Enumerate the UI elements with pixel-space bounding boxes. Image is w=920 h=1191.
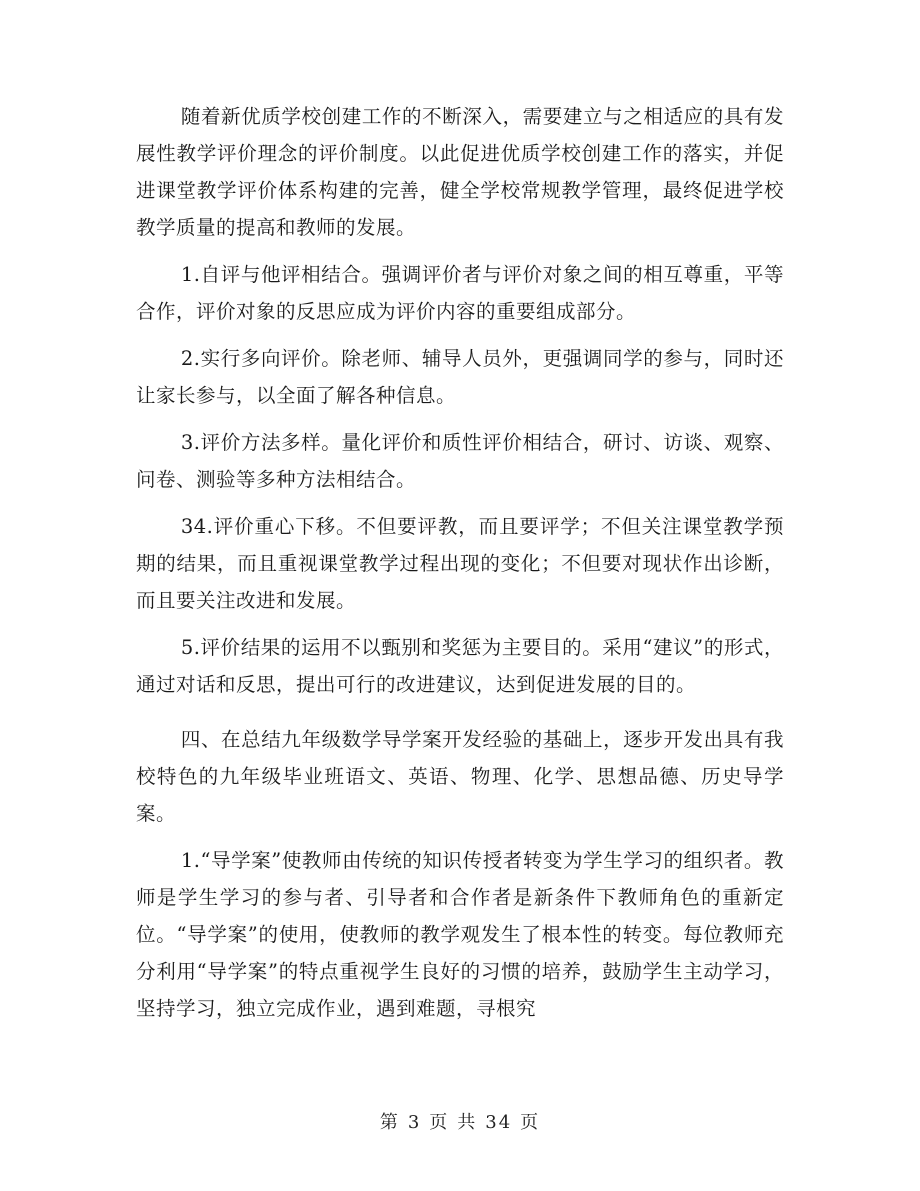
footer-total-pages: 34 xyxy=(485,1112,513,1133)
page-footer xyxy=(0,1108,920,1134)
footer-page-label: 页 xyxy=(429,1112,450,1133)
document-body xyxy=(136,98,784,1037)
paragraph-intro: 随着新优质学校创建工作的不断深入，需要建立与之相适应的具有发展性教学评价理念的评价制度。以此促进优质学校创建工作的落实，并促进课堂教学评价体系构建的完善，健全学校常规教学管理，最终促进学校教学质量的提高和教师的发展。 xyxy=(136,105,784,239)
paragraph-item-1: 1.自评与他评相结合。强调评价者与评价对象之间的相互尊重，平等合作，评价对象的反思应成为评价内容的重要组成部分。 xyxy=(136,263,784,323)
footer-suffix: 页 xyxy=(520,1112,541,1133)
paragraph-item-4: 34.评价重心下移。不但要评教，而且要评学；不但关注课堂教学预期的结果，而且重视课堂教学过程出现的变化；不但要对现状作出诊断，而且要关注改进和发展。 xyxy=(136,515,784,612)
paragraph-item-3: 3.评价方法多样。量化评价和质性评价相结合，研讨、访谈、观察、问卷、测验等多种方法相结合。 xyxy=(136,431,784,491)
paragraph-item-5: 5.评价结果的运用不以甄别和奖惩为主要目的。采用“建议”的形式，通过对话和反思，提出可行的改进建议，达到促进发展的目的。 xyxy=(136,636,784,696)
section-heading-four: 四、在总结九年级数学导学案开发经验的基础上，逐步开发出具有我校特色的九年级毕业班语文、英语、物理、化学、思想品德、历史导学案。 xyxy=(136,728,784,825)
footer-page-number: 3 xyxy=(407,1112,422,1133)
paragraph-item-2: 2.实行多向评价。除老师、辅导人员外，更强调同学的参与，同时还让家长参与，以全面了解各种信息。 xyxy=(136,347,784,407)
paragraph-section4-item-1: 1.“导学案”使教师由传统的知识传授者转变为学生学习的组织者。教师是学生学习的参与者、引导者和合作者是新条件下教师角色的重新定位。“导学案”的使用，使教师的教学观发生了根本性的转变。每位教师充分利用“导学案”的特点重视学生良好的习惯的培养，鼓励学生主动学习，坚持学习，独立完成作业，遇到难题，寻根究 xyxy=(136,849,784,1020)
footer-prefix: 第 xyxy=(379,1112,400,1133)
footer-total-label: 共 xyxy=(457,1112,478,1133)
